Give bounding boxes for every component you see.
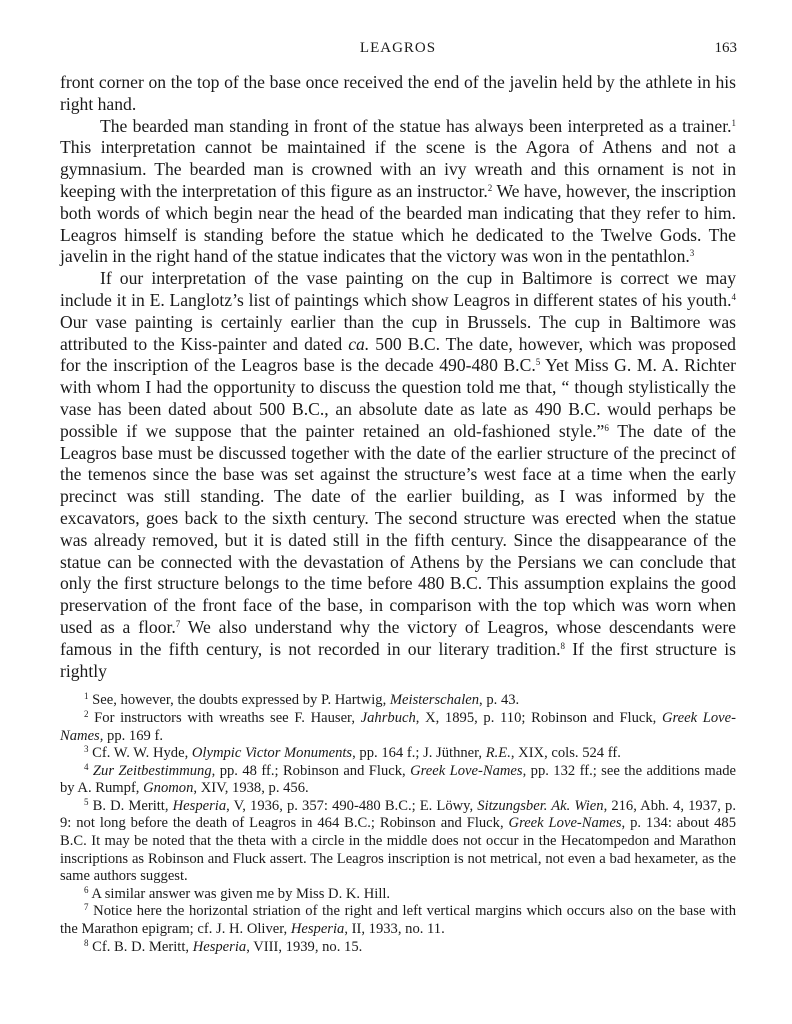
italic-run: Hesperia [290, 921, 345, 938]
footnote-ref-1[interactable]: 1 [731, 117, 736, 128]
footnote-6 [60, 886, 736, 904]
footnote-ref-6[interactable]: 6 [604, 422, 609, 433]
italic-run: Zur Zeitbestimmung [88, 762, 212, 779]
footnote-number: 8 [84, 937, 89, 948]
footnote-number: 5 [84, 796, 89, 807]
footnote-number: 6 [84, 884, 89, 895]
text-run: Cf. B. D. Meritt, [88, 938, 193, 955]
running-header [60, 38, 736, 60]
text-run: 500 B.C. The date, however, which was proposed for the inscription of the Leagros base is the decade 490-480 B.C. [60, 333, 736, 376]
text-run: , 216, Abh. 4, 1937, p. 9: not long before the death of Leagros in 464 B.C.; Robinson and Fluck, [60, 797, 736, 832]
paragraph-2 [60, 116, 736, 269]
italic-run: Olympic Victor Monuments [191, 745, 353, 762]
footnote-number: 2 [84, 708, 89, 719]
text-run: We have, however, the inscription both words of which begin near the head of the bearded man indicating that they refer to him. Leagros himself is standing before the statue which he dedicated to the Twelve Gods. The javelin in the right hand of the statue indicates that the victory was won in the pentathlon. [60, 180, 736, 267]
text-run: , p. 134: about 485 B.C. It may be noted that the theta with a circle in the middle does not occur in the Hecatompedon and Marathon inscriptions as Robinson and Fluck assert. The Leagros inscription is not metrical, not even a bad hexameter, as the same authors suggest. [60, 815, 737, 885]
text-run: , XIX, cols. 524 ff. [510, 745, 621, 762]
text-run: , pp. 164 f.; J. Jüthner, [352, 745, 486, 762]
text-run: Our vase painting is certainly earlier than the cup in Brussels. The cup in Baltimore was attributed to the Kiss-painter and dated [60, 311, 736, 354]
footnote-ref-7[interactable]: 7 [175, 618, 181, 629]
footnote-ref-8[interactable]: 8 [560, 640, 565, 651]
text-run: , pp. 132 ff.; see the additions made by A. Rumpf, [60, 762, 736, 797]
text-run: A similar answer was given me by Miss D. K. Hill. [88, 885, 391, 902]
text-run: The bearded man standing in front of the statue has always been interpreted as a trainer. [100, 115, 732, 136]
italic-run: Gnomon [143, 780, 194, 797]
text-run: If our interpretation of the vase painting on the cup in Baltimore is correct we may include it in E. Langlotz’s list of paintings which show Leagros in different states of his youth. [60, 268, 736, 310]
italic-run: Greek Love-Names [60, 709, 736, 744]
footnote-ref-2[interactable]: 2 [487, 182, 493, 193]
text-run: , p. 43. [479, 692, 520, 709]
text-run: B. D. Meritt, [88, 797, 173, 814]
paragraph-1 [60, 72, 736, 116]
page [60, 38, 736, 956]
footnote-number: 3 [84, 744, 89, 755]
text-run: See, however, the doubts expressed by P. Hartwig, [88, 692, 390, 709]
text-run: , V, 1936, p. 357: 490-480 B.C.; E. Löwy, [226, 797, 478, 814]
text-run: The date of the Leagros base must be discussed together with the date of the earlier structure of the precinct of the temenos since the base was set against the structure’s west face at a time when the early precinct was still standing. The date of the earlier building, as I was informed by the excavators, goes back to the sixth century. The second structure was erected when the statue was already removed, but it is dated still in the fifth century. Since the disappearance of the statue can be connected with the devastation of Athens by the Persians we can conclude that only the first structure belongs to the time before 480 B.C. This assumption explains the good preservation of the front face of the base, in comparison with the top which was worn when used as a floor. [60, 420, 736, 637]
footnote-4 [60, 763, 736, 798]
text-run: We also understand why the victory of Leagros, whose descendants were famous in the fifth century, is not recorded in our literary tradition. [60, 616, 736, 659]
footnote-1 [60, 692, 736, 710]
text-run: , X, 1895, p. 110; Robinson and Fluck, [415, 709, 662, 726]
footnote-8 [60, 939, 736, 957]
text-run: This interpretation cannot be maintained if the scene is the Agora of Athens and not a gymnasium. The bearded man is crowned with an ivy wreath and this ornament is not in keeping with the interpretation of this figure as an instructor. [60, 137, 736, 201]
text-run: , pp. 48 ff.; Robinson and Fluck, [211, 762, 411, 779]
italic-run: ca. [348, 333, 370, 354]
italic-run: Jahrbuch [360, 709, 416, 726]
footnote-5 [60, 798, 736, 886]
footnote-7 [60, 903, 736, 938]
page-number: 163 [714, 40, 737, 56]
footnote-ref-3[interactable]: 3 [689, 248, 695, 259]
text-run: Yet Miss G. M. A. Richter with whom I had the opportunity to discuss the question told me that, “ though stylistically the vase has been dated about 500 B.C., an absolute date as late as 490 B.C. would perhaps be possible if we suppose that the painter retained an old-fashioned style.” [60, 355, 736, 441]
text-run: , VIII, 1939, no. 15. [246, 938, 363, 955]
body-text [60, 72, 736, 682]
footnote-3 [60, 745, 736, 763]
text-run: Cf. W. W. Hyde, [88, 745, 192, 762]
text-run: , pp. 169 f. [99, 727, 163, 744]
text-run: For instructors with wreaths see F. Hauser, [88, 709, 361, 726]
paragraph-1-text: front corner on the top of the base once received the end of the javelin held by the athlete in his right hand. [60, 72, 736, 114]
text-run: If the first structure is rightly [60, 638, 736, 681]
text-run: , XIV, 1938, p. 456. [193, 780, 309, 797]
footnote-number: 1 [84, 691, 89, 702]
italic-run: Meisterschalen [389, 692, 480, 709]
footnote-ref-5[interactable]: 5 [535, 357, 541, 368]
paragraph-3 [60, 268, 736, 682]
footnote-2 [60, 710, 736, 745]
italic-run: Greek Love-Names [410, 762, 523, 779]
footnotes [60, 692, 736, 956]
italic-run: Sitzungsber. Ak. Wien [477, 797, 604, 814]
italic-run: R.E. [485, 745, 511, 762]
footnote-number: 7 [84, 902, 89, 913]
text-run: , II, 1933, no. 11. [344, 921, 445, 938]
running-title: LEAGROS [359, 40, 437, 56]
italic-run: Hesperia [192, 938, 247, 955]
italic-run: Hesperia [172, 797, 227, 814]
italic-run: Greek Love-Names [508, 815, 622, 832]
footnote-number: 4 [84, 761, 89, 772]
footnote-ref-4[interactable]: 4 [731, 291, 736, 302]
text-run: Notice here the horizontal striation of the right and left vertical margins which occurs also on the base with the Marathon epigram; cf. J. H. Oliver, [60, 903, 736, 938]
